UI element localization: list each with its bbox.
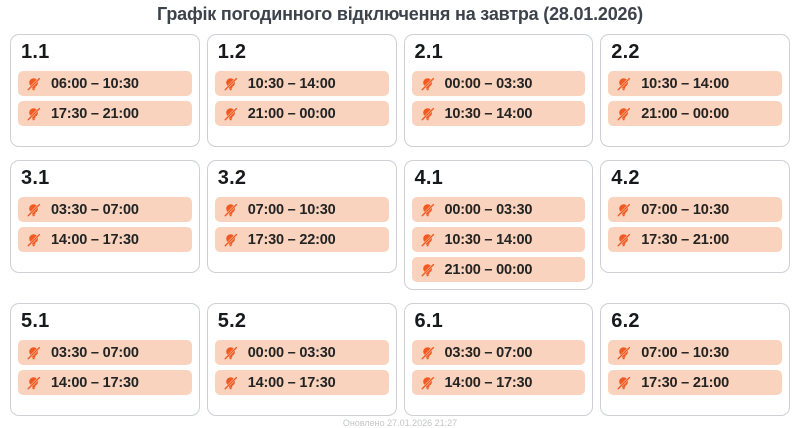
bulb-off-icon: [223, 345, 239, 361]
bulb-off-icon: [420, 345, 436, 361]
outage-slot: [215, 370, 389, 395]
bulb-off-icon: [26, 106, 42, 122]
outage-slot: [608, 101, 782, 126]
bulb-off-icon: [26, 76, 42, 92]
slot-time: 07:00 – 10:30: [247, 201, 336, 218]
slot-time: 07:00 – 10:30: [641, 344, 729, 361]
slot-time: 10:30 – 14:00: [444, 105, 533, 122]
slot-time: 17:30 – 21:00: [641, 374, 729, 391]
bulb-off-icon: [26, 202, 42, 218]
slot-time: 14:00 – 17:30: [444, 374, 533, 391]
page-footer: [10, 416, 790, 426]
bulb-off-icon: [26, 375, 42, 391]
outage-slot: [608, 227, 782, 252]
outage-slot: [412, 227, 586, 252]
slot-time: 00:00 – 03:30: [247, 344, 336, 361]
group-id: 5.1: [21, 310, 50, 332]
bulb-off-icon: [420, 375, 436, 391]
bulb-off-icon: [26, 232, 42, 248]
bulb-off-icon: [223, 106, 239, 122]
group-id: 6.2: [611, 310, 640, 332]
slot-time: 17:30 – 22:00: [247, 231, 336, 248]
slot-list: [412, 71, 586, 126]
outage-slot: [215, 101, 389, 126]
slot-list: [18, 71, 192, 126]
slot-time: 14:00 – 17:30: [247, 374, 336, 391]
outage-slot: [18, 340, 192, 365]
group-id: 4.2: [611, 167, 640, 189]
outage-slot: [215, 340, 389, 365]
bulb-off-icon: [420, 106, 436, 122]
slot-time: 00:00 – 03:30: [444, 201, 533, 218]
outage-slot: [18, 227, 192, 252]
group-card: [207, 303, 397, 416]
outage-slot: [215, 197, 389, 222]
slot-list: [18, 340, 192, 395]
slot-time: 21:00 – 00:00: [641, 105, 729, 122]
group-id: 2.1: [414, 41, 443, 63]
bulb-off-icon: [616, 375, 632, 391]
group-id: 4.1: [414, 167, 443, 189]
outage-slot: [215, 71, 389, 96]
updated-timestamp: Оновлено 27.01.2026 21:27: [342, 418, 458, 428]
group-card: [600, 303, 790, 416]
group-id: 1.1: [21, 41, 50, 63]
bulb-off-icon: [223, 232, 239, 248]
page-title: Графік погодинного відключення на завтра (28.01.2026): [157, 4, 643, 24]
outage-slot: [412, 197, 586, 222]
outage-slot: [608, 197, 782, 222]
group-id: 3.2: [217, 167, 247, 189]
slot-time: 17:30 – 21:00: [51, 105, 139, 122]
outage-slot: [18, 370, 192, 395]
slot-list: [608, 340, 782, 395]
group-id: 5.2: [217, 310, 247, 332]
slot-time: 03:30 – 07:00: [51, 201, 139, 218]
bulb-off-icon: [616, 202, 632, 218]
slot-time: 03:30 – 07:00: [444, 344, 533, 361]
slot-time: 10:30 – 14:00: [641, 75, 729, 92]
group-card: [404, 303, 594, 416]
bulb-off-icon: [26, 345, 42, 361]
bulb-off-icon: [223, 375, 239, 391]
slot-time: 21:00 – 00:00: [444, 261, 533, 278]
group-id: 2.2: [611, 41, 640, 63]
outage-slot: [608, 71, 782, 96]
group-card: [404, 160, 594, 290]
slot-list: [215, 197, 389, 252]
slot-list: [412, 197, 586, 282]
group-card: [207, 34, 397, 147]
slot-list: [608, 197, 782, 252]
slot-time: 10:30 – 14:00: [247, 75, 336, 92]
slot-time: 17:30 – 21:00: [641, 231, 729, 248]
group-card: [600, 160, 790, 273]
slot-list: [215, 71, 389, 126]
bulb-off-icon: [420, 76, 436, 92]
outage-slot: [18, 71, 192, 96]
bulb-off-icon: [420, 202, 436, 218]
groups-grid: [10, 34, 790, 416]
slot-list: [18, 197, 192, 252]
bulb-off-icon: [223, 76, 239, 92]
bulb-off-icon: [616, 345, 632, 361]
slot-list: [215, 340, 389, 395]
slot-time: 21:00 – 00:00: [247, 105, 336, 122]
slot-time: 03:30 – 07:00: [51, 344, 139, 361]
slot-time: 14:00 – 17:30: [51, 374, 139, 391]
outage-slot: [412, 340, 586, 365]
bulb-off-icon: [616, 76, 632, 92]
group-id: 1.2: [217, 41, 247, 63]
outage-slot: [412, 257, 586, 282]
slot-time: 10:30 – 14:00: [444, 231, 533, 248]
outage-slot: [412, 370, 586, 395]
slot-time: 07:00 – 10:30: [641, 201, 729, 218]
group-id: 3.1: [21, 167, 50, 189]
slot-time: 06:00 – 10:30: [51, 75, 139, 92]
slot-time: 14:00 – 17:30: [51, 231, 139, 248]
outage-slot: [608, 370, 782, 395]
outage-slot: [412, 101, 586, 126]
slot-list: [608, 71, 782, 126]
group-card: [10, 160, 200, 273]
bulb-off-icon: [616, 106, 632, 122]
slot-time: 00:00 – 03:30: [444, 75, 533, 92]
outage-slot: [608, 340, 782, 365]
outage-slot: [18, 197, 192, 222]
outage-slot: [18, 101, 192, 126]
group-card: [10, 303, 200, 416]
bulb-off-icon: [420, 262, 436, 278]
group-card: [404, 34, 594, 147]
group-card: [10, 34, 200, 147]
bulb-off-icon: [223, 202, 239, 218]
bulb-off-icon: [420, 232, 436, 248]
slot-list: [412, 340, 586, 395]
group-card: [600, 34, 790, 147]
group-id: 6.1: [414, 310, 443, 332]
group-card: [207, 160, 397, 273]
bulb-off-icon: [616, 232, 632, 248]
outage-slot: [215, 227, 389, 252]
outage-slot: [412, 71, 586, 96]
